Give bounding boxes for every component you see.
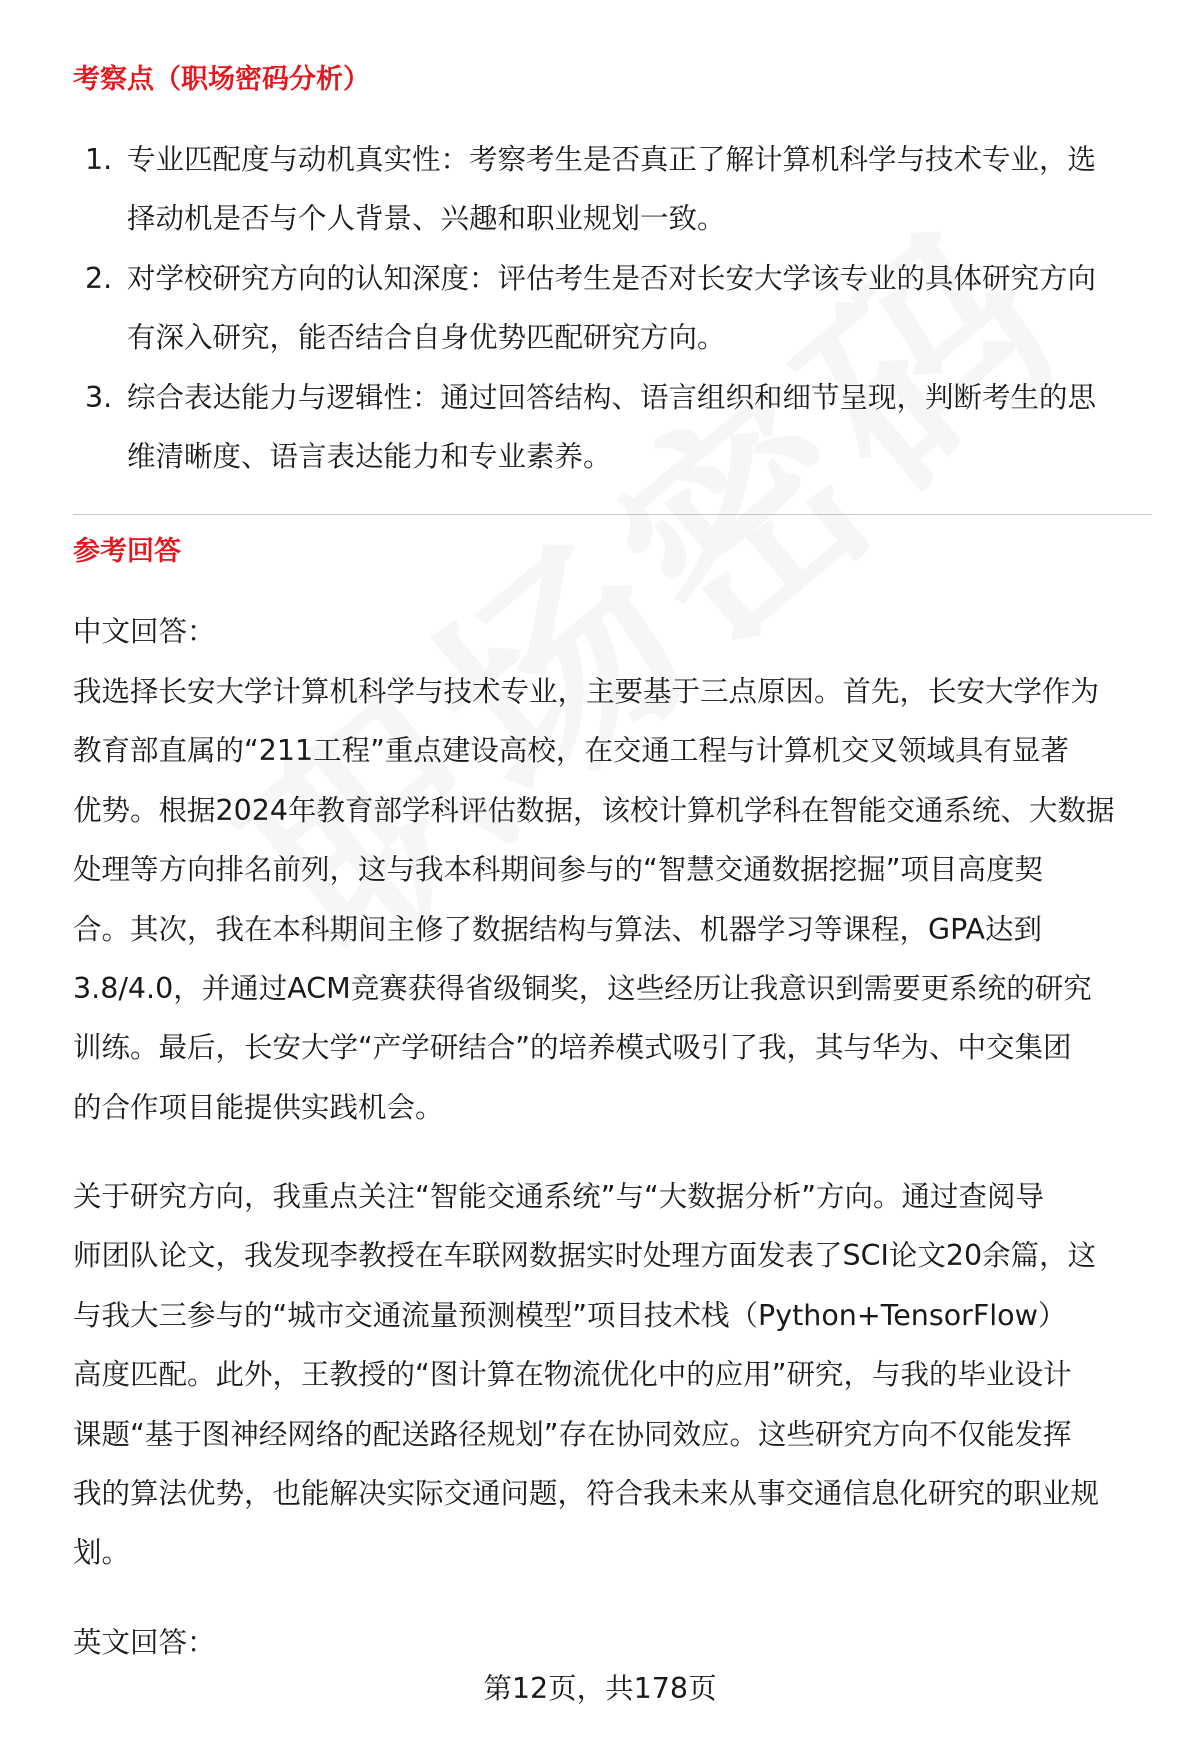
paragraph-line: 课题“基于图神经网络的配送路径规划”存在协同效应。这些研究方向不仅能发挥 [73,1417,1072,1451]
answer-paragraph-1 [73,662,1115,1137]
paragraph-line: 3.8/4.0，并通过ACM竞赛获得省级铜奖，这些经历让我意识到需要更系统的研究 [73,972,1092,1006]
list-item-line: 择动机是否与个人背景、兴趣和职业规划一致。 [127,202,726,236]
english-answer-label: 英文回答： [73,1626,216,1659]
list-item-line: 综合表达能力与逻辑性：通过回答结构、语言组织和细节呈现，判断考生的思 [127,380,1097,414]
paragraph-line: 的合作项目能提供实践机会。 [73,1090,444,1124]
paragraph-line: 训练。最后，长安大学“产学研结合”的培养模式吸引了我，其与华为、中交集团 [73,1031,1072,1065]
paragraph-line: 我选择长安大学计算机科学与技术专业，主要基于三点原因。首先，长安大学作为 [73,675,1100,708]
paragraph-line: 与我大三参与的“城市交通流量预测模型”项目技术栈（Python+TensorFlow） [73,1298,1067,1332]
assessment-list [73,130,1096,486]
list-item [73,368,1096,487]
paragraph-line: 划。 [73,1536,131,1570]
list-item-line: 对学校研究方向的认知深度：评估考生是否对长安大学该专业的具体研究方向 [127,261,1097,295]
paragraph-line: 优势。根据2024年教育部学科评估数据，该校计算机学科在智能交通系统、大数据 [73,793,1115,827]
answer-paragraph-2 [73,1167,1099,1583]
list-item [73,130,1096,249]
list-number: 1. [85,143,113,176]
list-item [73,249,1096,368]
paragraph-line: 我的算法优势，也能解决实际交通问题，符合我未来从事交通信息化研究的职业规 [73,1477,1100,1511]
list-item-line: 有深入研究，能否结合自身优势匹配研究方向。 [127,321,726,355]
list-item-line: 专业匹配度与动机真实性：考察考生是否真正了解计算机科学与技术专业，选 [127,143,1097,176]
list-item-line: 维清晰度、语言表达能力和专业素养。 [127,440,612,474]
paragraph-line: 师团队论文，我发现李教授在车联网数据实时处理方面发表了SCI论文20余篇，这 [73,1239,1097,1273]
paragraph-line: 高度匹配。此外，王教授的“图计算在物流优化中的应用”研究，与我的毕业设计 [73,1358,1072,1392]
paragraph-line: 教育部直属的“211工程”重点建设高校，在交通工程与计算机交叉领域具有显著 [73,734,1069,768]
list-number: 2. [85,261,113,295]
chinese-answer-label: 中文回答： [73,615,216,648]
paragraph-line: 合。其次，我在本科期间主修了数据结构与算法、机器学习等课程，GPA达到 [73,912,1042,946]
section-title-reference-answer: 参考回答 [73,536,181,567]
list-number: 3. [85,380,113,414]
paragraph-line: 处理等方向排名前列，这与我本科期间参与的“智慧交通数据挖掘”项目高度契 [73,853,1044,887]
paragraph-line: 关于研究方向，我重点关注“智能交通系统”与“大数据分析”方向。通过查阅导 [73,1180,1045,1213]
section-title-assessment: 考察点（职场密码分析） [73,64,370,95]
divider [73,514,1152,515]
page-number: 第12页，共178页 [483,1672,717,1705]
